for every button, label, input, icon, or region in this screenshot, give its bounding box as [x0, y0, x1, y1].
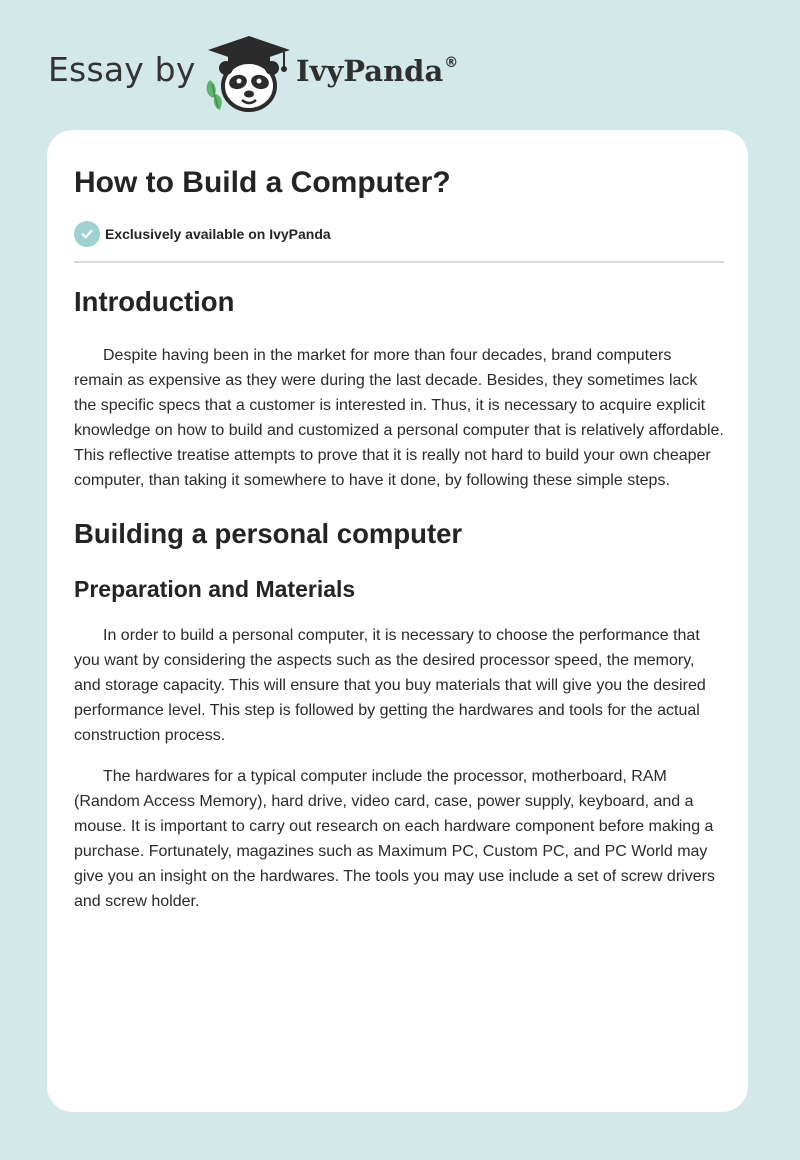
- brand-name[interactable]: [296, 54, 458, 88]
- section-heading-building: Building a personal computer: [74, 518, 463, 549]
- title-divider: [74, 261, 724, 263]
- paragraph: In order to build a personal computer, it is necessary to choose the performance that you want by considering the aspects such as the desired processor speed, the memory, and storage capacity. This will ensure that you buy materials that will give you the desired performance level. This step is followed by getting the hardwares and tools for the actual construction process.: [74, 627, 706, 744]
- essay-body: [74, 280, 724, 914]
- page-title: How to Build a Computer?: [74, 166, 451, 199]
- site-header: [48, 28, 528, 118]
- registered-mark: ®: [444, 55, 459, 71]
- essay-by-label: Essay by: [48, 50, 196, 89]
- subsection-heading-preparation: Preparation and Materials: [74, 576, 356, 602]
- check-icon: [74, 221, 100, 247]
- exclusive-badge: [74, 221, 331, 247]
- paragraph: The hardwares for a typical computer include the processor, motherboard, RAM (Random Access Memory), hard drive, video card, case, power supply, keyboard, and a mouse. It is important to carry out research on each hardware component before making a purchase. Fortunately, magazines such as Maximum PC, Custom PC, and PC World may give you an insight on the hardwares. The tools you may use include a set of screw drivers and screw holder.: [74, 768, 715, 910]
- brand-text: IvyPanda: [296, 54, 444, 88]
- section-heading-introduction: Introduction: [74, 286, 235, 317]
- ivypanda-panda-logo-icon[interactable]: [202, 34, 296, 114]
- exclusive-badge-label: Exclusively available on IvyPanda: [105, 226, 331, 242]
- paragraph: Despite having been in the market for more than four decades, brand computers remain as expensive as they were during the last decade. Besides, they sometimes lack the specific specs that a customer is interested in. Thus, it is necessary to acquire explicit knowledge on how to build and customized a personal computer that is relatively affordable. This reflective treatise attempts to prove that it is really not hard to build your own cheaper computer, than taking it somewhere to have it done, by following these simple steps.: [74, 347, 724, 489]
- essay-card: [47, 130, 748, 1112]
